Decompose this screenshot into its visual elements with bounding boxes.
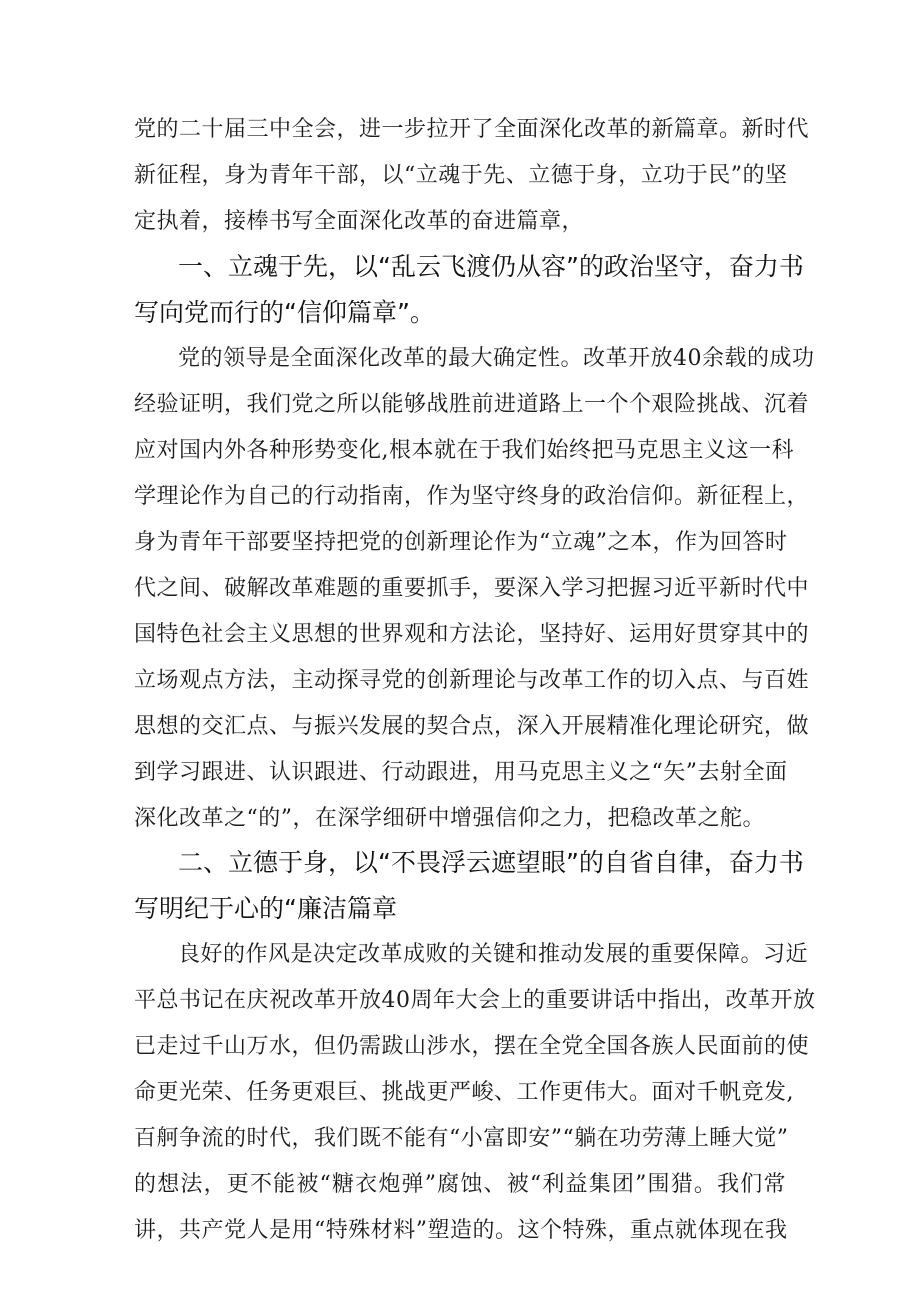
section2-body-line-7: 讲，共产党人是用“特殊材料”塑造的。这个特殊，重点就体现在我 bbox=[134, 1218, 788, 1243]
section1-body-line-9: 思想的交汇点、与振兴发展的契合点，深入开展精准化理论研究，做 bbox=[134, 714, 810, 739]
section1-body-line-5: 身为青年干部要坚持把党的创新理论作为“立魂”之本，作为回答时 bbox=[134, 530, 788, 555]
section1-body-line-8: 立场观点方法，主动探寻党的创新理论与改革工作的切入点、与百姓 bbox=[134, 668, 810, 693]
section1-body-line-10: 到学习跟进、认识跟进、行动跟进，用马克思主义之“矢”去射全面 bbox=[134, 760, 788, 785]
section1-body-line-1: 党的领导是全面深化改革的最大确定性。改革开放40余载的成功 bbox=[178, 346, 815, 371]
section2-heading-line-2: 写明纪于心的“廉洁篇章 bbox=[134, 894, 397, 923]
section1-body-line-11: 深化改革之“的”，在深学细研中增强信仰之力，把稳改革之舵。 bbox=[134, 806, 765, 831]
section1-heading-line-1: 一、立魂于先，以“乱云飞渡仍从容”的政治坚守，奋力书 bbox=[178, 252, 804, 281]
section2-body-line-3: 已走过千山万水，但仍需跋山涉水，摆在全党全国各族人民面前的使 bbox=[134, 1034, 810, 1059]
intro-line-1: 党的二十届三中全会，进一步拉开了全面深化改革的新篇章。新时代 bbox=[134, 117, 810, 142]
section1-body-line-7: 国特色社会主义思想的世界观和方法论，坚持好、运用好贯穿其中的 bbox=[134, 622, 810, 647]
section1-body-line-4: 学理论作为自己的行动指南，作为坚守终身的政治信仰。新征程上， bbox=[134, 484, 810, 509]
section2-body-line-2: 平总书记在庆祝改革开放40周年大会上的重要讲话中指出，改革开放 bbox=[134, 988, 816, 1013]
intro-line-2: 新征程，身为青年干部，以“立魂于先、立德于身，立功于民”的坚 bbox=[134, 163, 788, 188]
section1-heading-line-2: 写向党而行的“信仰篇章”。 bbox=[134, 298, 435, 327]
section1-body-line-2: 经验证明，我们党之所以能够战胜前进道路上一个个艰险挑战、沉着 bbox=[134, 392, 810, 417]
section2-body-line-1: 良好的作风是决定改革成败的关键和推动发展的重要保障。习近 bbox=[178, 942, 809, 967]
section2-heading-line-1: 二、立德于身，以“不畏浮云遮望眼”的自省自律，奋力书 bbox=[178, 848, 804, 877]
section1-body-line-6: 代之间、破解改革难题的重要抓手，要深入学习把握习近平新时代中 bbox=[134, 576, 810, 601]
intro-line-3: 定执着，接棒书写全面深化改革的奋进篇章， bbox=[134, 209, 585, 234]
section2-body-line-6: 的想法，更不能被“糖衣炮弹”腐蚀、被“利益集团”围猎。我们常 bbox=[134, 1172, 786, 1197]
section1-body-line-3: 应对国内外各种形势变化,根本就在于我们始终把马克思主义这一科 bbox=[134, 438, 794, 463]
section2-body-line-4: 命更光荣、任务更艰巨、挑战更严峻、工作更伟大。面对千帆竞发, bbox=[134, 1080, 794, 1105]
section2-body-line-5: 百舸争流的时代，我们既不能有“小富即安”“躺在功劳薄上睡大觉” bbox=[134, 1126, 789, 1151]
